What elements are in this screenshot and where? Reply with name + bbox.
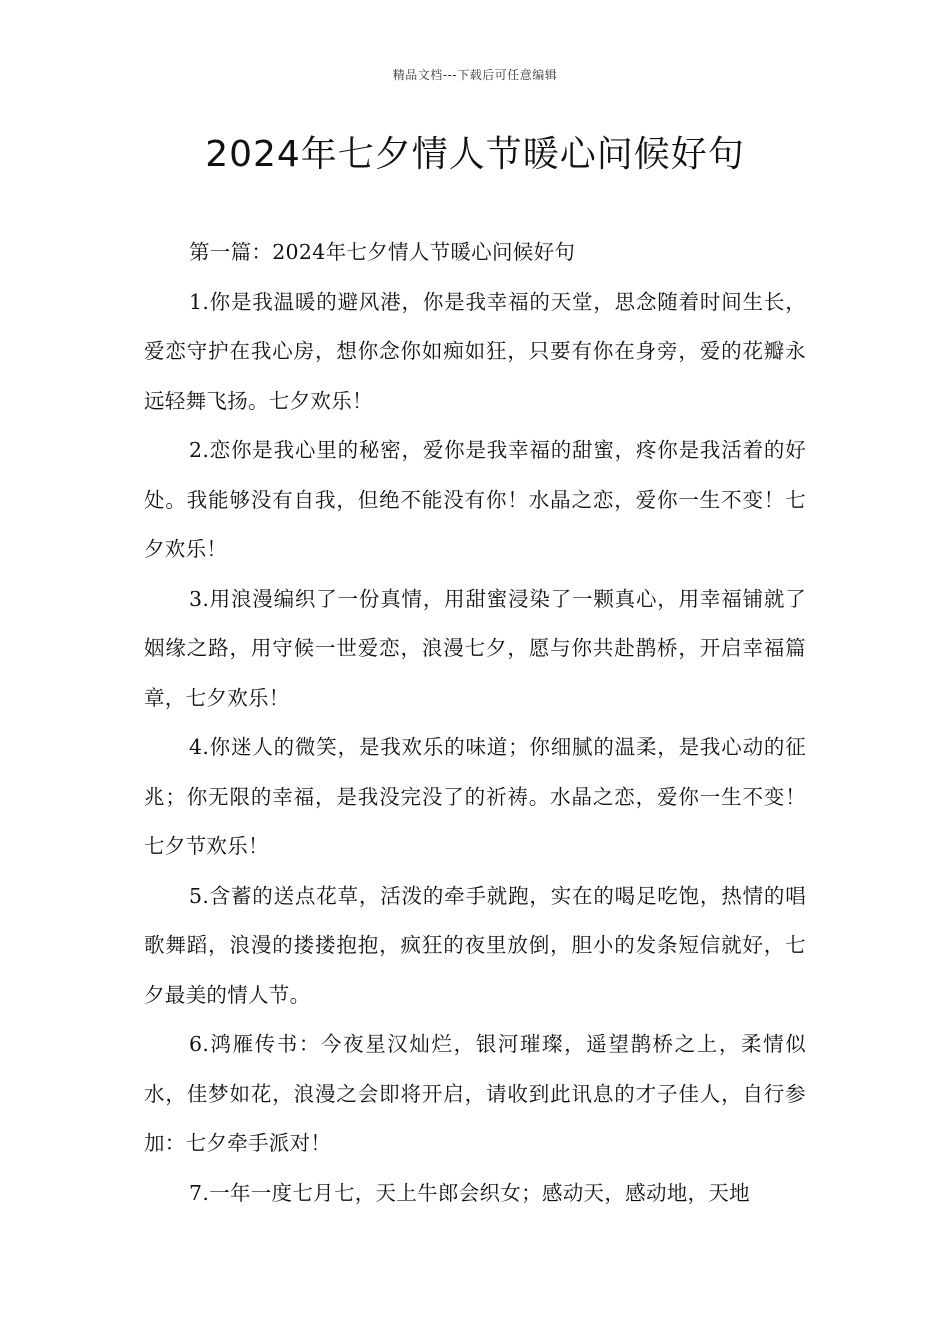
paragraph: 6.鸿雁传书：今夜星汉灿烂，银河璀璨，遥望鹊桥之上，柔情似水，佳梦如花，浪漫之会即将开启，请收到此讯息的才子佳人，自行参加：七夕牵手派对！ xyxy=(144,1032,806,1155)
section-heading: 第一篇：2024年七夕情人节暖心问候好句 xyxy=(189,240,576,264)
paragraph: 7.一年一度七月七，天上牛郎会织女；感动天，感动地，天地 xyxy=(189,1180,750,1205)
paragraph: 2.恋你是我心里的秘密，爱你是我幸福的甜蜜，疼你是我活着的好处。我能够没有自我，但绝不能没有你！水晶之恋，爱你一生不变！七夕欢乐！ xyxy=(144,438,806,561)
paragraph: 5.含蓄的送点花草，活泼的牵手就跑，实在的喝足吃饱，热情的唱歌舞蹈，浪漫的搂搂抱抱，疯狂的夜里放倒，胆小的发条短信就好，七夕最美的情人节。 xyxy=(144,883,806,1007)
document-title: 2024年七夕情人节暖心问候好句 xyxy=(205,134,745,175)
document-body xyxy=(144,228,806,1218)
paragraph: 3.用浪漫编织了一份真情，用甜蜜浸染了一颗真心，用幸福铺就了姻缘之路，用守候一世爱恋，浪漫七夕，愿与你共赴鹊桥，开启幸福篇章，七夕欢乐！ xyxy=(144,586,806,710)
header-note: 精品文档---下载后可任意编辑 xyxy=(392,68,558,82)
paragraph: 4.你迷人的微笑，是我欢乐的味道；你细腻的温柔，是我心动的征兆；你无限的幸福，是我没完没了的祈祷。水晶之恋，爱你一生不变！七夕节欢乐！ xyxy=(144,735,806,858)
paragraph: 1.你是我温暖的避风港，你是我幸福的天堂，思念随着时间生长，爱恋守护在我心房，想你念你如痴如狂，只要有你在身旁，爱的花瓣永远轻舞飞扬。七夕欢乐！ xyxy=(144,289,806,413)
